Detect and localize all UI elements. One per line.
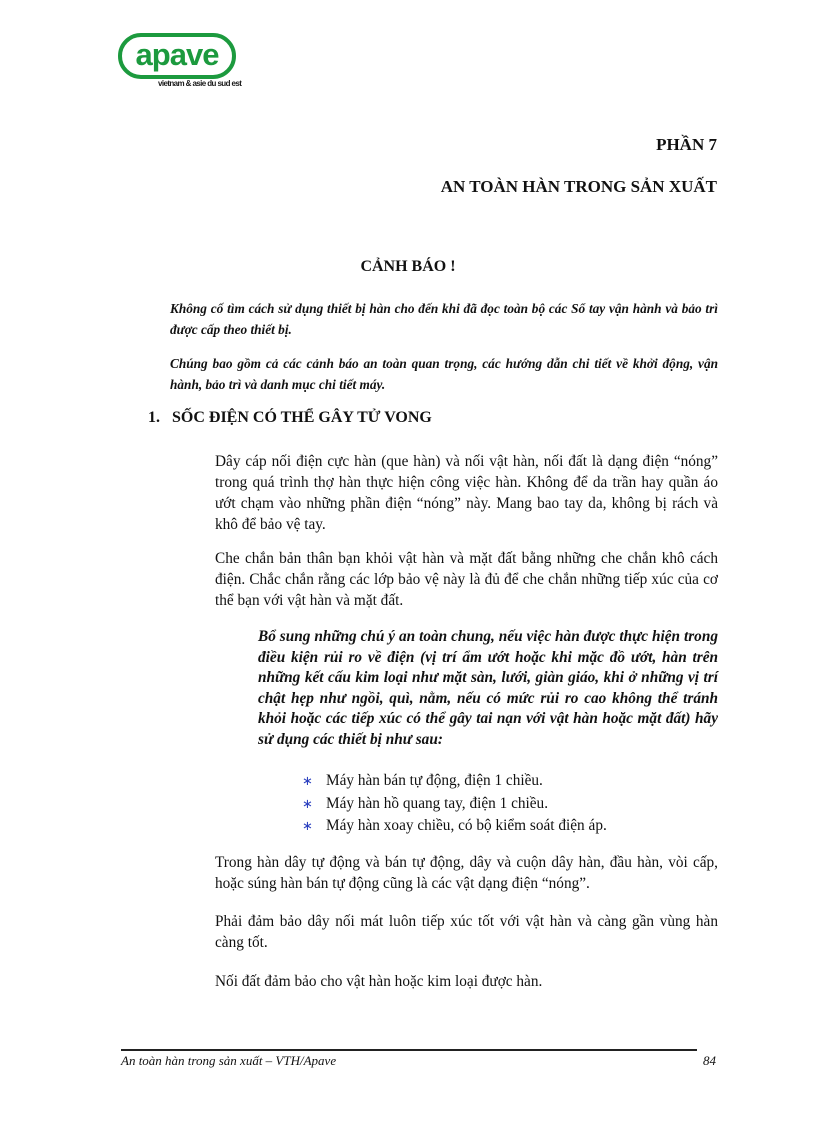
body-paragraph-3: Trong hàn dây tự động và bán tự động, dây và cuộn dây hàn, đầu hàn, vòi cấp, hoặc súng hàn bán tự động cũng là các vật dạng điện “nóng”. — [215, 854, 718, 892]
body-paragraph-4: Phải đảm bảo dây nối mát luôn tiếp xúc tốt với vật hàn và càng gần vùng hàn càng tốt. — [215, 913, 718, 951]
list-item — [302, 815, 722, 838]
apave-logo — [118, 33, 240, 93]
list-item — [302, 793, 722, 816]
body-paragraph-5: Nối đất đảm bảo cho vật hàn hoặc kim loại được hàn. — [215, 973, 543, 990]
equipment-list — [302, 770, 722, 838]
emphasis-paragraph: Bổ sung những chú ý an toàn chung, nếu việc hàn được thực hiện trong điều kiện rủi ro về điện (vị trí ẩm ướt hoặc khi mặc đồ ướt, hàn trên những kết cấu kim loại như mặt sàn, lưới, giàn giáo, khi ở những vị trí chật hẹp như ngồi, quì, nằm, nếu có mức rủi ro cao không thể tránh khỏi hoặc các tiếp xúc có thể gây tai nạn với vật hàn hoặc mặt đất) hãy sử dụng các thiết bị như sau: — [258, 628, 718, 748]
asterisk-bullet-icon: ∗ — [302, 819, 313, 834]
section-number: 1. — [148, 409, 160, 426]
section-heading — [148, 409, 432, 427]
footer-title: An toàn hàn trong sản xuất – VTH/Apave — [121, 1053, 337, 1068]
logo-wordmark: apave — [135, 37, 219, 72]
list-item-text: Máy hàn hồ quang tay, điện 1 chiều. — [326, 794, 549, 812]
section-heading-text: SỐC ĐIỆN CÓ THỂ GÂY TỬ VONG — [172, 409, 432, 426]
warning-title: CẢNH BÁO ! — [360, 258, 456, 275]
warning-paragraph-1: Không cố tìm cách sử dụng thiết bị hàn cho đến khi đã đọc toàn bộ các Sổ tay vận hành và bảo trì được cấp theo thiết bị. — [170, 301, 718, 337]
part-title: PHẦN 7 — [656, 135, 717, 154]
chapter-title: AN TOÀN HÀN TRONG SẢN XUẤT — [440, 177, 717, 196]
list-item-text: Máy hàn bán tự động, điện 1 chiều. — [326, 772, 543, 789]
list-item — [302, 770, 722, 793]
asterisk-bullet-icon: ∗ — [302, 796, 313, 812]
footer-divider — [121, 1049, 697, 1051]
body-paragraph-2: Che chắn bản thân bạn khỏi vật hàn và mặt đất bằng những che chắn khô cách điện. Chắc chắn rằng các lớp bảo vệ này là đủ để che chắn những tiếp xúc của cơ thể bạn với vật hàn và mặt đất. — [215, 550, 718, 609]
page-number: 84 — [703, 1053, 716, 1068]
logo-badge — [118, 33, 236, 79]
logo-tagline: vietnam & asie du sud est — [158, 79, 242, 88]
warning-paragraph-2: Chúng bao gồm cả các cảnh báo an toàn quan trọng, các hướng dẫn chi tiết về khởi động, vận hành, bảo trì và danh mục chi tiết máy. — [170, 356, 718, 392]
body-paragraph-1: Dây cáp nối điện cực hàn (que hàn) và nối vật hàn, nối đất là dạng điện “nóng” trong quá trình thợ hàn thực hiện công việc hàn. Không để da trần hay quần áo ướt chạm vào những phần điện “nóng” này. Mang bao tay da, không bị rách và khô để bảo vệ tay. — [215, 453, 718, 533]
asterisk-bullet-icon: ∗ — [302, 774, 313, 789]
list-item-text: Máy hàn xoay chiều, có bộ kiểm soát điện áp. — [326, 817, 607, 834]
